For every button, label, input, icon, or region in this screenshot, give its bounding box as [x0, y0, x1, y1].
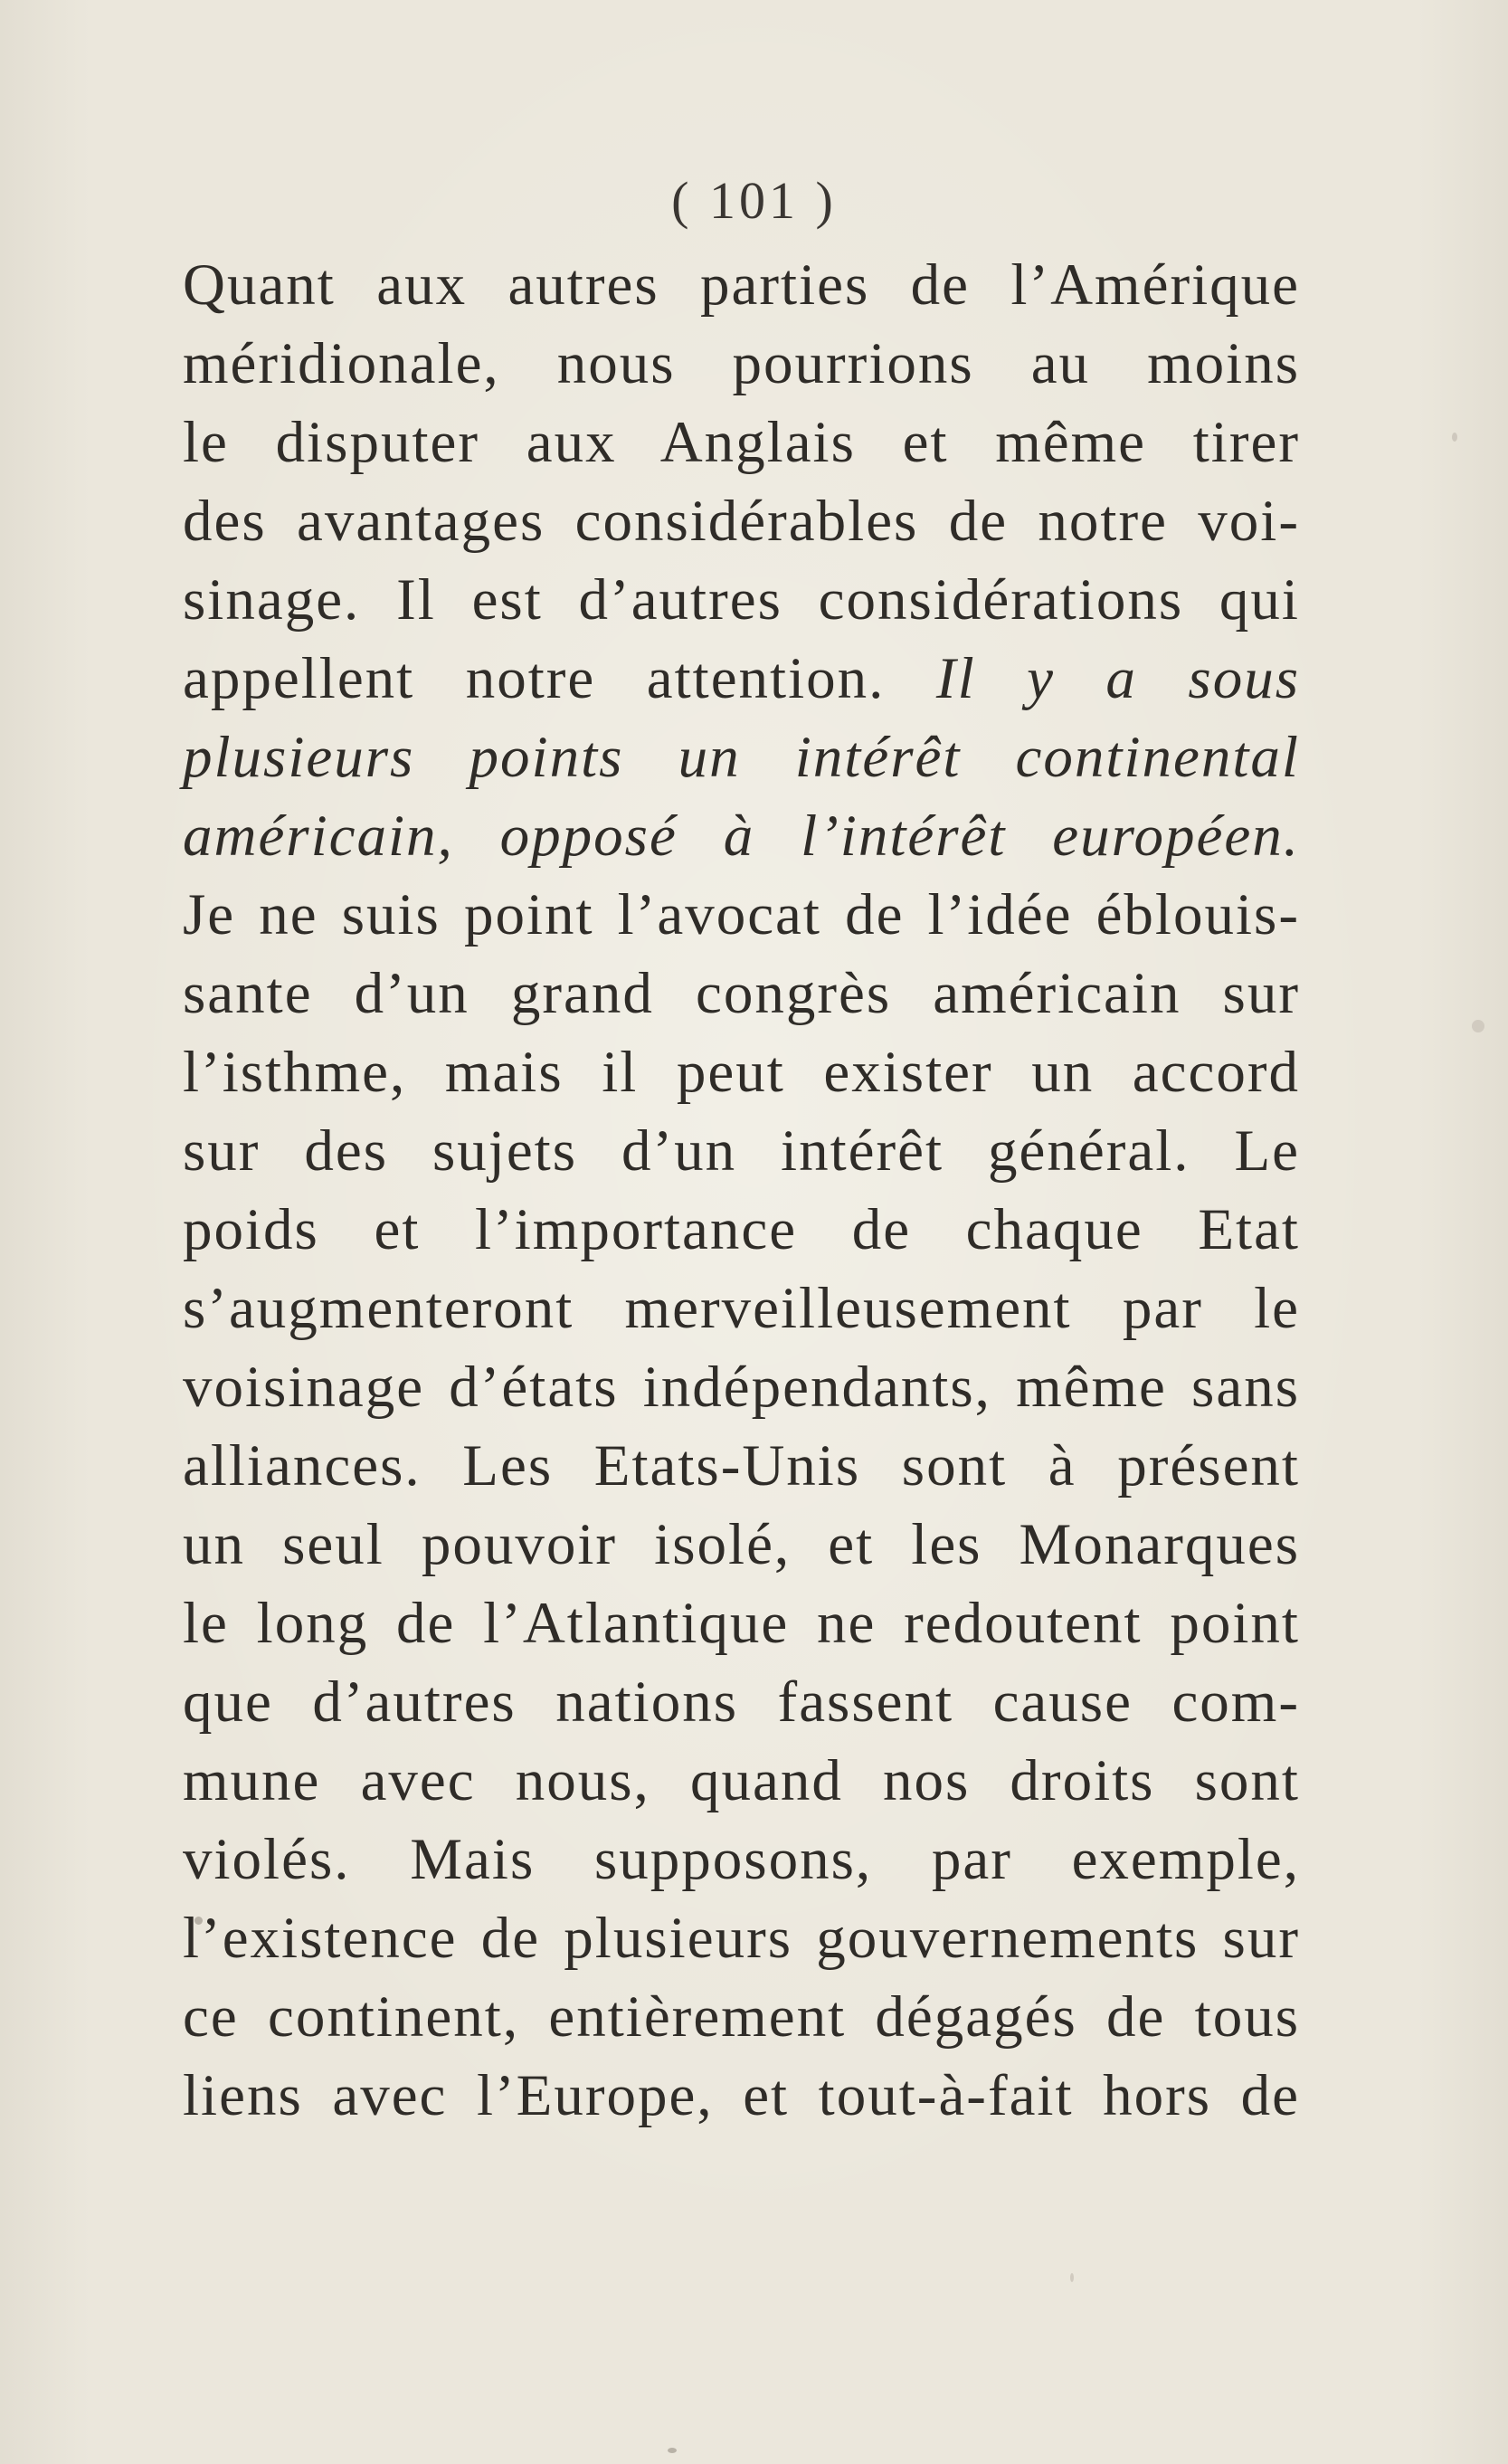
paper-speck	[194, 1917, 203, 1925]
text-line: l’existence de plusieurs gouvernements sur	[183, 1906, 1300, 1971]
italic-phrase: plusieurs points un intérêt continental	[183, 725, 1300, 790]
text-line: liens avec l’Europe, et tout-à-fait hors de	[183, 2063, 1300, 2128]
text-line: le long de l’Atlantique ne redoutent point	[183, 1591, 1300, 1656]
text-line: que d’autres nations fassent cause com-	[183, 1670, 1300, 1735]
text-line: sante d’un grand congrès américain sur	[183, 961, 1300, 1026]
paper-speck	[668, 2448, 677, 2453]
text-line: l’isthme, mais il peut exister un accord	[183, 1040, 1300, 1105]
text-line: des avantages considérables de notre voi-	[183, 489, 1300, 554]
text-line	[183, 718, 1300, 797]
text-line: le disputer aux Anglais et même tirer	[183, 410, 1300, 475]
text-line: sur des sujets d’un intérêt général. Le	[183, 1118, 1300, 1184]
paper-speck	[1070, 2273, 1074, 2282]
text-line: voisinage d’états indépendants, même sans	[183, 1355, 1300, 1420]
text-line: poids et l’importance de chaque Etat	[183, 1197, 1300, 1262]
text-line: mune avec nous, quand nos droits sont	[183, 1748, 1300, 1813]
italic-phrase: américain, opposé à l’intérêt européen.	[183, 804, 1300, 869]
text-line: un seul pouvoir isolé, et les Monarques	[183, 1512, 1300, 1577]
text-line: méridionale, nous pourrions au moins	[183, 331, 1300, 396]
paper-speck	[1452, 433, 1457, 442]
text-line	[183, 797, 1300, 876]
text-line: alliances. Les Etats-Unis sont à présent	[183, 1433, 1300, 1498]
paper-speck	[1472, 1020, 1484, 1032]
italic-phrase: Il y a sous	[935, 646, 1301, 711]
text-line: sinage. Il est d’autres considérations qui	[183, 567, 1300, 633]
page-number: ( 101 )	[671, 171, 837, 230]
body-text	[183, 246, 1300, 2136]
text-line: violés. Mais supposons, par exemple,	[183, 1827, 1300, 1892]
text-line: ce continent, entièrement dégagés de tous	[183, 1984, 1300, 2050]
text-line: appellent notre attention. Il y a sous	[183, 646, 1301, 711]
text-line: s’augmenteront merveilleusement par le	[183, 1276, 1300, 1341]
text-line: Je ne suis point l’avocat de l’idée éblouis-	[183, 882, 1300, 947]
text-line: Quant aux autres parties de l’Amérique	[183, 252, 1300, 318]
